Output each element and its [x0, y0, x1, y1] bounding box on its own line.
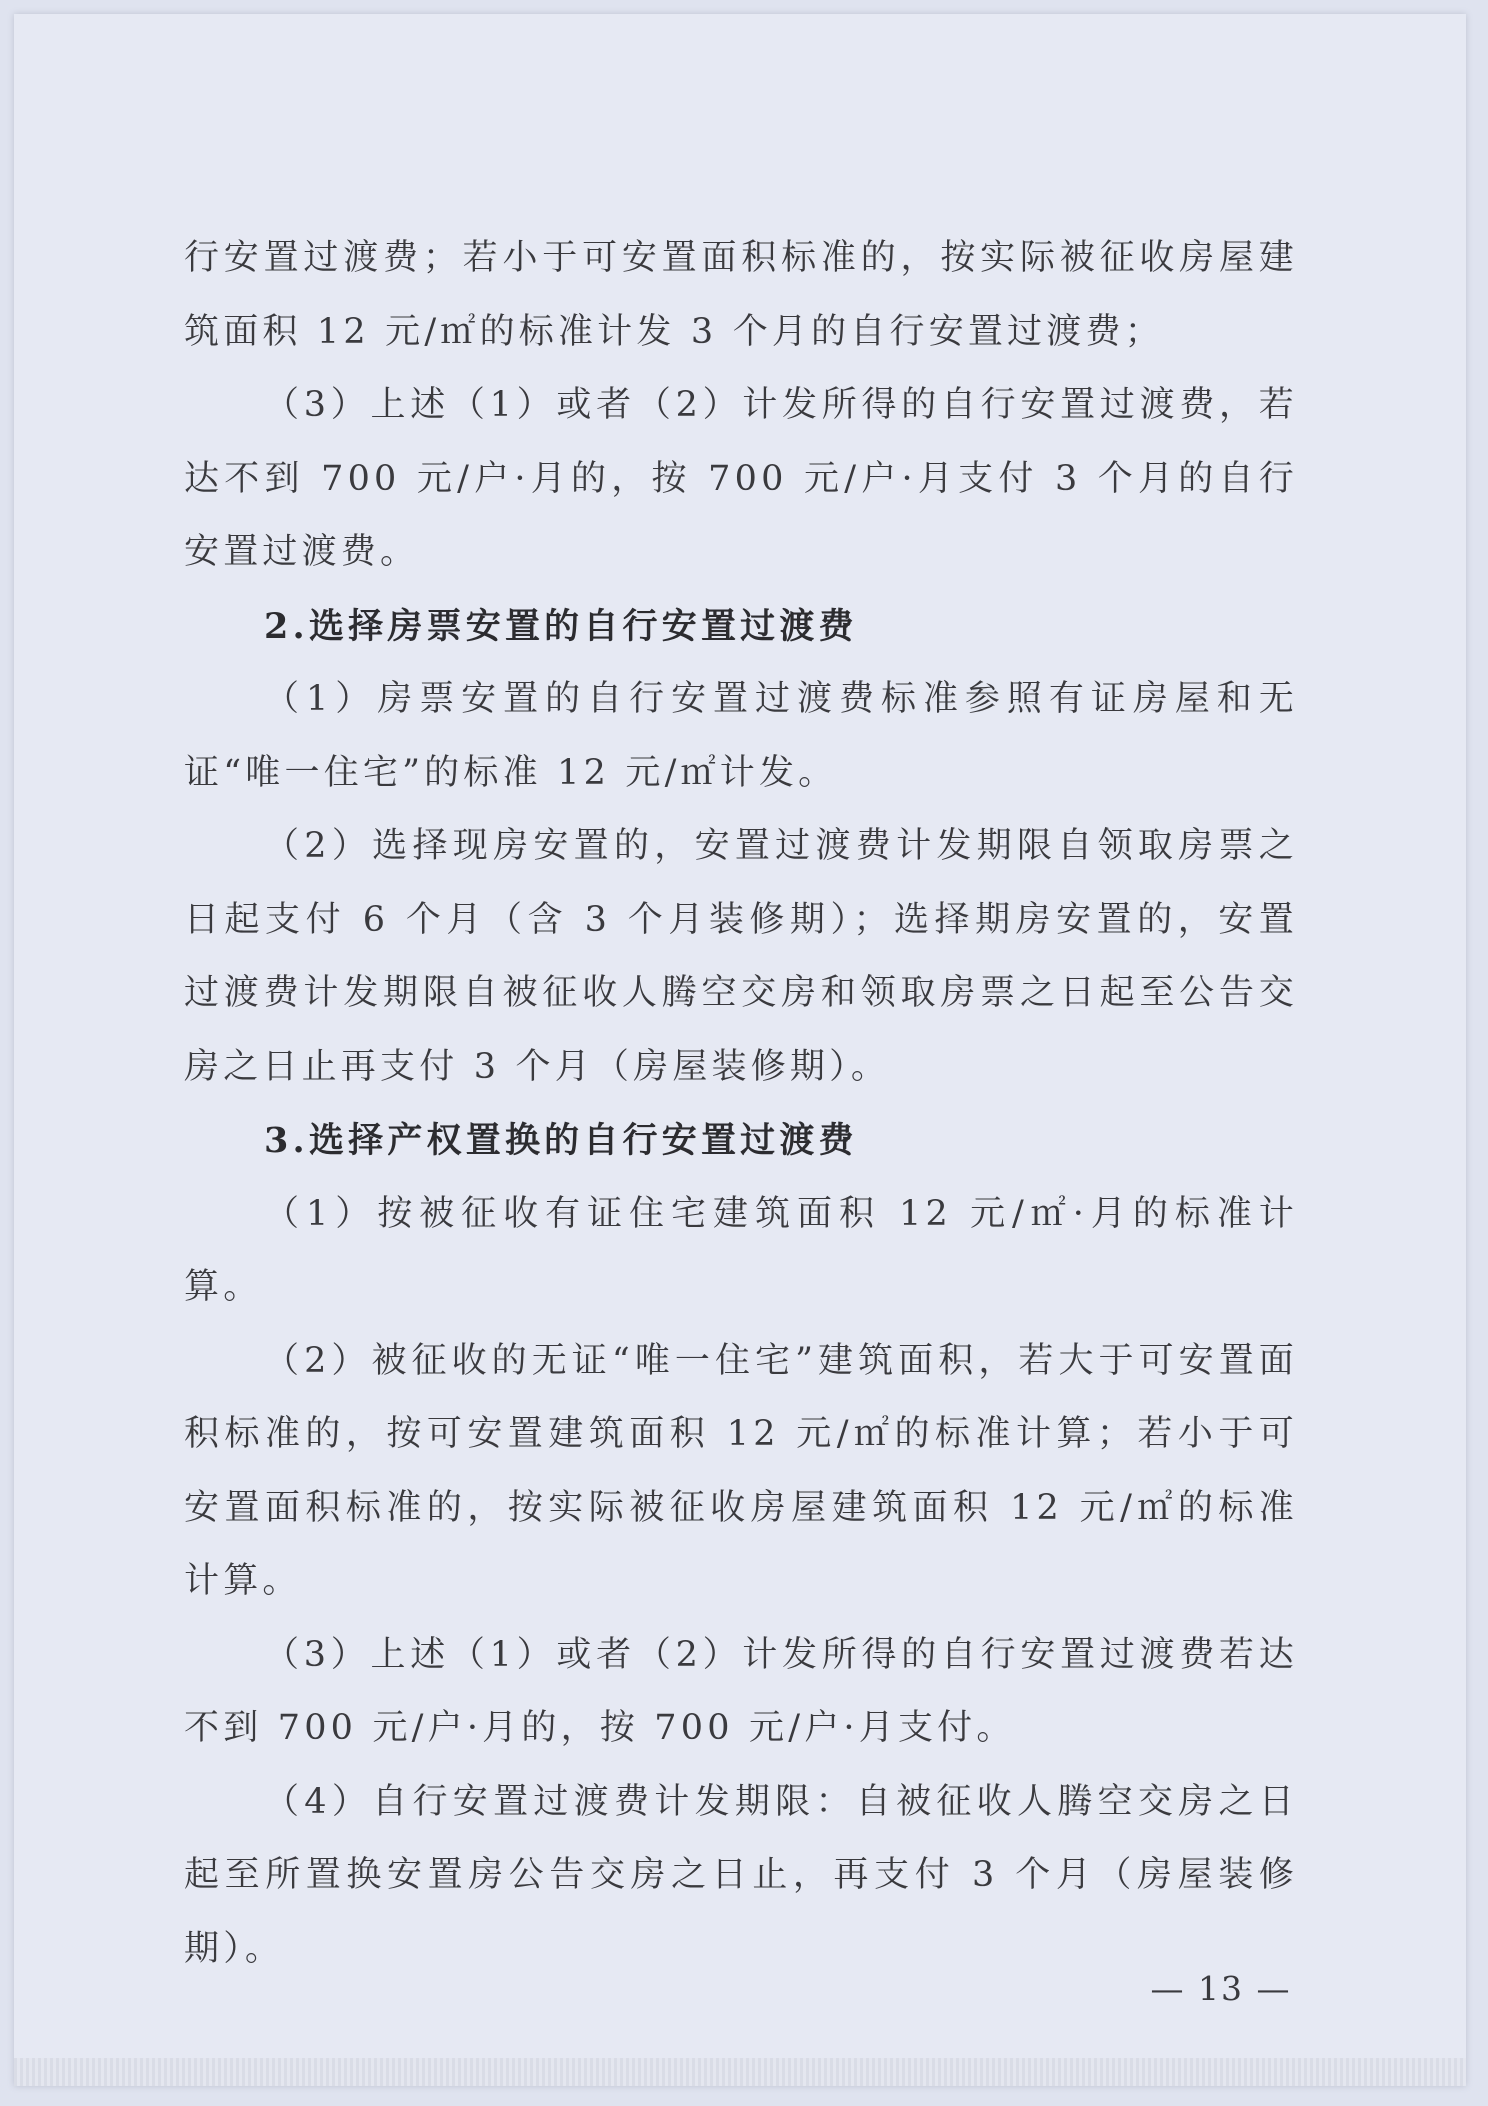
page-bottom-edge [14, 2058, 1466, 2086]
paragraph-item-3: （3）上述（1）或者（2）计发所得的自行安置过渡费，若达不到 700 元/户·月的，按 700 元/户·月支付 3 个月的自行安置过渡费。 [184, 385, 1298, 572]
paragraph-item-3: （3）上述（1）或者（2）计发所得的自行安置过渡费若达不到 700 元/户·月的，按 700 元/户·月支付。 [184, 1634, 1298, 1748]
paragraph-item-2: （2）选择现房安置的，安置过渡费计发期限自领取房票之日起支付 6 个月（含 3 个月装修期）；选择期房安置的，安置过渡费计发期限自被征收人腾空交房和领取房票之日起至公告交房之日止再支付 3 个月（房屋装修期）。 [184, 826, 1298, 1087]
paragraph-item-4: （4）自行安置过渡费计发期限：自被征收人腾空交房之日起至所置换安置房公告交房之日止，再支付 3 个月（房屋装修期）。 [184, 1781, 1298, 1969]
document-body [184, 222, 1298, 1986]
paragraph-continuation: 行安置过渡费；若小于可安置面积标准的，按实际被征收房屋建筑面积 12 元/㎡的标准计发 3 个月的自行安置过渡费； [184, 238, 1298, 352]
paragraph-item-1: （1）房票安置的自行安置过渡费标准参照有证房屋和无证“唯一住宅”的标准 12 元/㎡计发。 [184, 679, 1298, 793]
paragraph-item-1: （1）按被征收有证住宅建筑面积 12 元/㎡·月的标准计算。 [184, 1193, 1298, 1307]
section-heading-2: 2.选择房票安置的自行安置过渡费 [264, 605, 858, 647]
page-number: — 13 — [1150, 1969, 1292, 2008]
section-heading-3: 3.选择产权置换的自行安置过渡费 [264, 1120, 858, 1161]
paragraph-item-2: （2）被征收的无证“唯一住宅”建筑面积，若大于可安置面积标准的，按可安置建筑面积 12 元/㎡的标准计算；若小于可安置面积标准的，按实际被征收房屋建筑面积 12 元/㎡的标准计算。 [184, 1340, 1298, 1601]
